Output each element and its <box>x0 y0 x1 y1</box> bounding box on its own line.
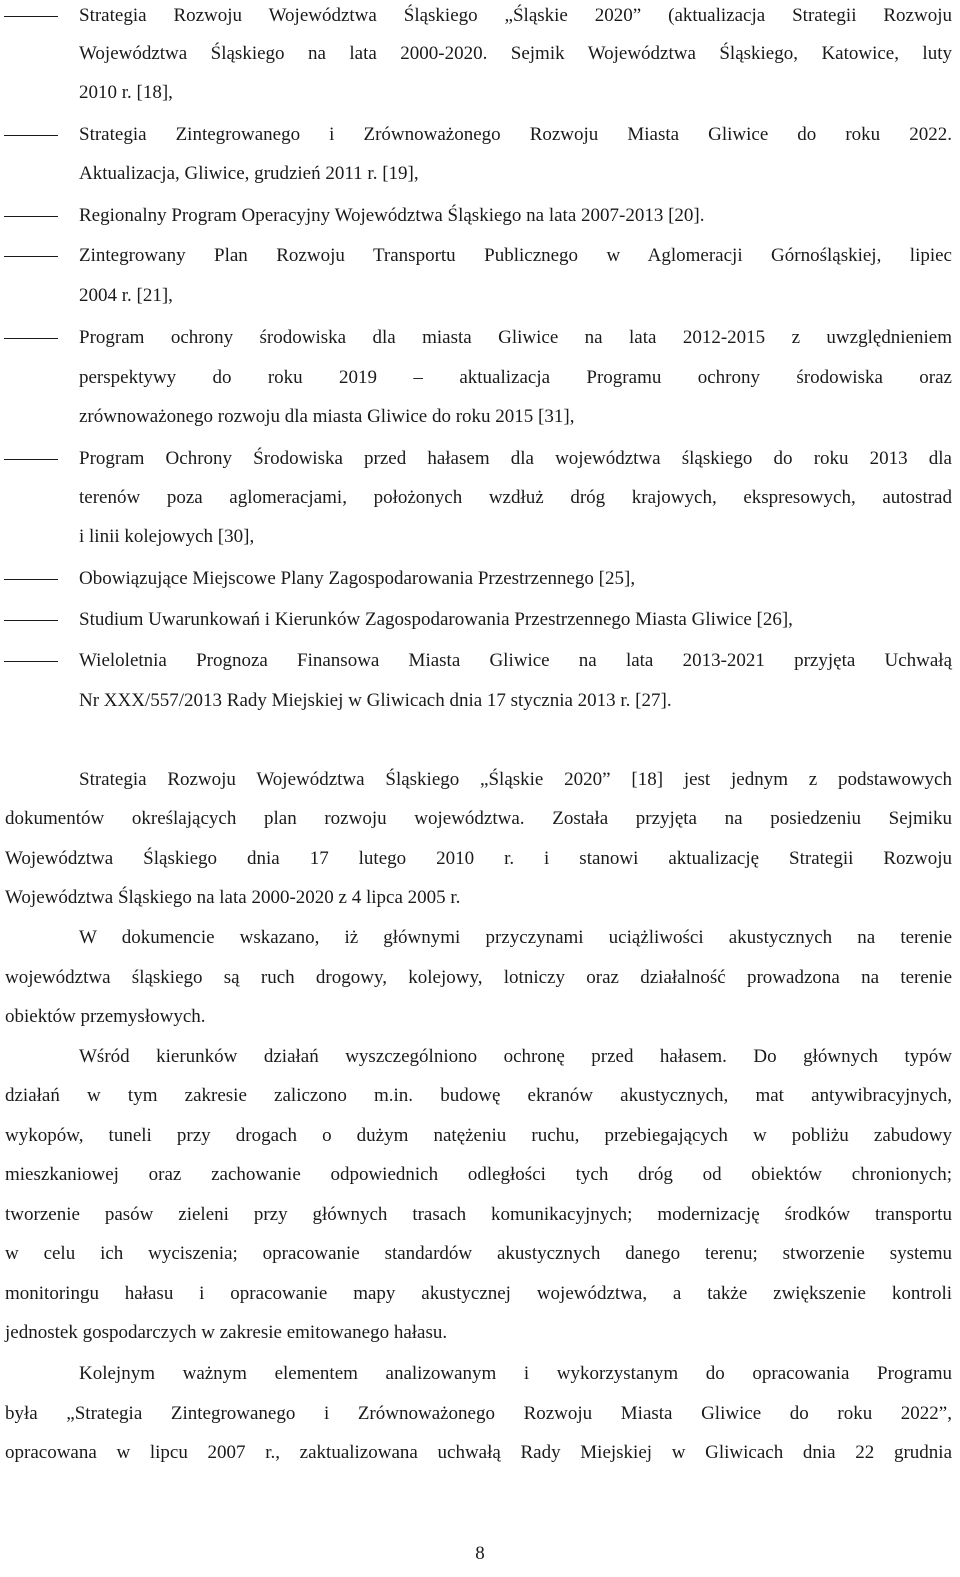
paragraph-line: Kolejnym ważnym elementem analizowanym i wykorzystanym do opracowania Programu <box>79 1363 952 1384</box>
list-item-line: 2004 r. [21], <box>79 285 173 306</box>
list-item-line: Strategia Rozwoju Województwa Śląskiego „Śląskie 2020” (aktualizacja Strategii Rozwoju <box>79 5 952 26</box>
paragraph-line: w celu ich wyciszenia; opracowanie standardów akustycznych danego terenu; stworzenie systemu <box>5 1243 952 1264</box>
list-item-line: Studium Uwarunkowań i Kierunków Zagospodarowania Przestrzennego Miasta Gliwice [26], <box>79 609 793 630</box>
list-dash <box>4 661 58 662</box>
paragraph-line: wykopów, tuneli przy drogach o dużym natężeniu ruchu, przebiegających w pobliżu zabudowy <box>5 1125 952 1146</box>
paragraph-line: monitoringu hałasu i opracowanie mapy akustycznej województwa, a także zwiększenie kontroli <box>5 1283 952 1304</box>
paragraph-line: była „Strategia Zintegrowanego i Zrównoważonego Rozwoju Miasta Gliwice do roku 2022”, <box>5 1403 952 1424</box>
paragraph-line: obiektów przemysłowych. <box>5 1006 206 1027</box>
list-item-line: Województwa Śląskiego na lata 2000-2020. Sejmik Województwa Śląskiego, Katowice, luty <box>79 43 952 64</box>
list-dash <box>4 338 58 339</box>
paragraph-line: mieszkaniowej oraz zachowanie odpowiednich odległości tych dróg od obiektów chronionych; <box>5 1164 952 1185</box>
list-item-line: i linii kolejowych [30], <box>79 526 255 547</box>
page-number: 8 <box>475 1543 485 1564</box>
paragraph-line: działań w tym zakresie zaliczono m.in. budowę ekranów akustycznych, mat antywibracyjnych, <box>5 1085 952 1106</box>
list-item-line: perspektywy do roku 2019 – aktualizacja Programu ochrony środowiska oraz <box>79 367 952 388</box>
list-item-line: Wieloletnia Prognoza Finansowa Miasta Gliwice na lata 2013-2021 przyjęta Uchwałą <box>79 650 952 671</box>
list-item-line: Nr XXX/557/2013 Rady Miejskiej w Gliwicach dnia 17 stycznia 2013 r. [27]. <box>79 690 672 711</box>
paragraph-line: województwa śląskiego są ruch drogowy, kolejowy, lotniczy oraz działalność prowadzona na terenie <box>5 967 952 988</box>
list-item-line: Strategia Zintegrowanego i Zrównoważonego Rozwoju Miasta Gliwice do roku 2022. <box>79 124 952 145</box>
list-item-line: terenów poza aglomeracjami, położonych wzdłuż dróg krajowych, ekspresowych, autostrad <box>79 487 952 508</box>
paragraph-line: Województwa Śląskiego na lata 2000-2020 z 4 lipca 2005 r. <box>5 887 461 908</box>
paragraph-line: jednostek gospodarczych w zakresie emitowanego hałasu. <box>5 1322 448 1343</box>
paragraph-line: opracowana w lipcu 2007 r., zaktualizowana uchwałą Rady Miejskiej w Gliwicach dnia 22 grudnia <box>5 1442 952 1463</box>
list-dash <box>4 256 58 257</box>
list-item-line: Regionalny Program Operacyjny Województwa Śląskiego na lata 2007-2013 [20]. <box>79 205 705 226</box>
list-item-line: 2010 r. [18], <box>79 82 173 103</box>
list-item-line: Zintegrowany Plan Rozwoju Transportu Publicznego w Aglomeracji Górnośląskiej, lipiec <box>79 245 952 266</box>
list-dash <box>4 16 58 17</box>
list-dash <box>4 620 58 621</box>
list-item-line: Program Ochrony Środowiska przed hałasem dla województwa śląskiego do roku 2013 dla <box>79 448 952 469</box>
list-dash <box>4 579 58 580</box>
list-dash <box>4 135 58 136</box>
list-item-line: Aktualizacja, Gliwice, grudzień 2011 r. [19], <box>79 163 419 184</box>
paragraph-line: Strategia Rozwoju Województwa Śląskiego „Śląskie 2020” [18] jest jednym z podstawowych <box>79 769 952 790</box>
paragraph-line: tworzenie pasów zieleni przy głównych trasach komunikacyjnych; modernizację środków transportu <box>5 1204 952 1225</box>
list-item-line: zrównoważonego rozwoju dla miasta Gliwice do roku 2015 [31], <box>79 406 575 427</box>
list-dash <box>4 459 58 460</box>
paragraph-line: Województwa Śląskiego dnia 17 lutego 2010 r. i stanowi aktualizację Strategii Rozwoju <box>5 848 952 869</box>
list-item-line: Obowiązujące Miejscowe Plany Zagospodarowania Przestrzennego [25], <box>79 568 636 589</box>
paragraph-line: Wśród kierunków działań wyszczególniono ochronę przed hałasem. Do głównych typów <box>79 1046 952 1067</box>
paragraph-line: dokumentów określających plan rozwoju województwa. Została przyjęta na posiedzeniu Sejmiku <box>5 808 952 829</box>
paragraph-line: W dokumencie wskazano, iż głównymi przyczynami uciążliwości akustycznych na terenie <box>79 927 952 948</box>
list-dash <box>4 216 58 217</box>
list-item-line: Program ochrony środowiska dla miasta Gliwice na lata 2012-2015 z uwzględnieniem <box>79 327 952 348</box>
